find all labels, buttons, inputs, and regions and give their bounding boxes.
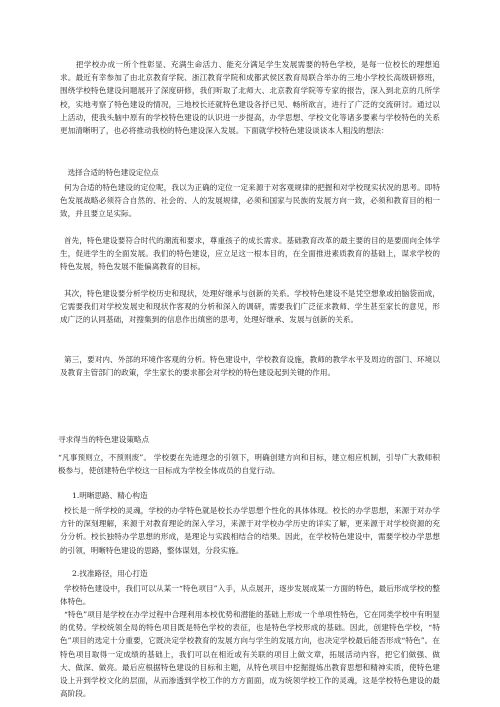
section1-paragraph-3: 其次，特色建设要分析学校历史和现状，处理好继承与创新的关系。学校特色建设不是凭空想象或拍脑袋而成，它需要我们对学校发展史和现状作客观的分析和深入的调研，需要我们广泛征求教师、学生甚至家长的意见，形成广泛的认同基础，对搜集到的信息作出缜密的思考，处理好继承、发展与创新的关系。 — [60, 289, 440, 325]
section1-paragraph-2: 首先，特色建设要符合时代的潮流和要求，尊重孩子的成长需求。基础教育改革的最主要的目的是要面向全体学生，促进学生的全面发展。我们的特色建设，应立足这一根本目的，在全面推进素质教育的基础上，谋求学校的特色发展，特色发展不能偏离教育的目标。 — [60, 236, 440, 272]
intro-paragraph: 把学校办成一所个性彰显、充满生命活力、能充分满足学生发展需要的特色学校，是每一位校长的理想追求。最近有幸参加了由北京教育学院、浙江教育学院和成都武侯区教育局联合举办的三地小学校长高级研修班，围绕学校特色建设问题展开了深度研修，我们听取了北师大、北京教育学院等专家的报告，深入到北京的几所学校，实地考察了特色建设的情况，三地校长还就特色建设各抒已见、畅所欲言，进行了广泛的交流研讨。通过以上活动，使我头脑中原有的学校特色建设的认识进一步提高，办学思想、学校文化等诸多要素与学校特色的关系更加清晰明了，也必将推动我校的特色建设深入发展。下面就学校特色建设谈谈本人粗浅的想法： — [60, 60, 440, 136]
section1-paragraph-4: 第三，要对内、外部的环境作客观的分析。特色建设中，学校教育设施，教师的教学水平及周边的部门、环境以及教育主管部门的政策，学生家长的要求都会对学校的特色建设起到关键的作用。 — [60, 355, 440, 378]
section2-heading: 寻求得当的特色建设策略点 — [58, 435, 150, 444]
section2-subheading-1: 1.明晰思路、精心构造 — [72, 491, 148, 500]
section2-paragraph-1: 校长是一所学校的灵魂，学校的办学特色就是校长办学思想个性化的具体体现。校长的办学思想，来源于对办学方针的深刻理解，来源于对教育理论的深入学习，来源于对学校办学历史的详实了解，更来源于对学校资源的充分分析。校长独特办学思想的形成，是理论与实践相结合的结果。因此，在学校特色建设中，需要学校办学思想的引领，明晰特色建设的思路，整体谋划，分段实施。 — [60, 506, 440, 555]
section1-heading: 选择合适的特色建设定位点 — [60, 168, 159, 177]
section2-quote-paragraph: “凡事预则立，不预则废”。 学校要在先进理念的引领下，明确创建方向和目标，建立相应机制，引导广大教师积极参与，使创建特色学校这一目标成为学校全体成员的自觉行动。 — [58, 453, 440, 476]
section2-paragraph-3: “特色”项目是学校在办学过程中合理利用本校优势和潜能的基础上形成一个单项性特色，它在同类学校中有明显的优势。学校统领全局的特色项目既是特色学校的表征，也是特色学校形成的基础。因此，创建特色学校，“特色”项目的选定十分重要，它既决定学校教育的发展方向与学生的发展方向，也决定学校最后能否形成“特色”。在特色项目取得一定成绩的基础上，我们可以在相近或有关联的项目上做文章，拓展活动内容，把它们做强、做大、做深、做亮。最后应根据特色建设的目标和主题，从特色项目中挖掘提炼出教育思想和精神实质，使特色建设上升到学校文化的层面，从而渗透到学校工作的方方面面，成为统领学校工作的灵魂，这是学校特色建设的最高阶段。 — [60, 610, 440, 699]
section1-paragraph-1: 何为合适的特色建设的定位呢，我以为正确的定位一定来源于对客观规律的把握和对学校现实状况的思考。即特色发展战略必须符合自然的、社会的、人的发展规律，必须和国家与民族的发展方向一致，必须和教育目的相一致，并且要立足实际。 — [60, 183, 440, 219]
section2-subheading-2: 2.找准路径，用心打造 — [72, 569, 148, 578]
section2-paragraph-2: 学校特色建设中，我们可以从某一“特色项目”入手，从点展开，逐步发展成某一方面的特色，最后形成学校的整体特色。 — [60, 584, 440, 607]
